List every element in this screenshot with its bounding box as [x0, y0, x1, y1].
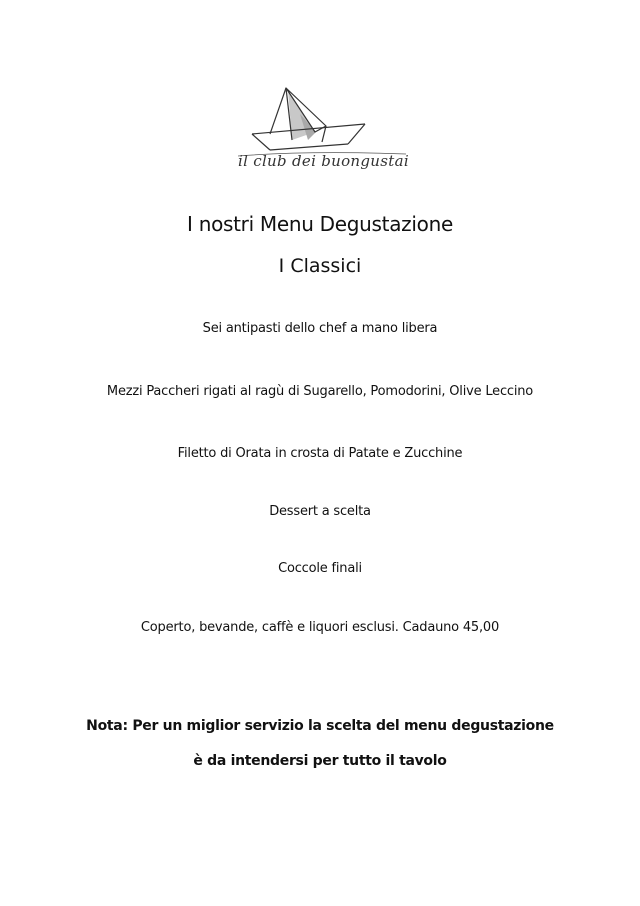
- note-line-2: è da intendersi per tutto il tavolo: [193, 753, 447, 769]
- menu-course-3: Filetto di Orata in crosta di Patate e Zucchine: [177, 446, 463, 461]
- page-title: I nostri Menu Degustazione: [187, 212, 453, 236]
- price-note: Coperto, bevande, caffè e liquori esclusi. Cadauno 45,00: [140, 620, 500, 635]
- logo-text: il club dei buongustai: [238, 152, 409, 170]
- menu-course-2: Mezzi Paccheri rigati al ragù di Sugarello, Pomodorini, Olive Leccino: [106, 384, 534, 399]
- menu-course-1: Sei antipasti dello chef a mano libera: [202, 321, 438, 336]
- note-line-1: Nota: Per un miglior servizio la scelta del menu degustazione: [86, 718, 554, 734]
- menu-course-4: Dessert a scelta: [269, 504, 371, 519]
- page-subtitle: I Classici: [278, 255, 362, 277]
- menu-course-5: Coccole finali: [278, 561, 362, 576]
